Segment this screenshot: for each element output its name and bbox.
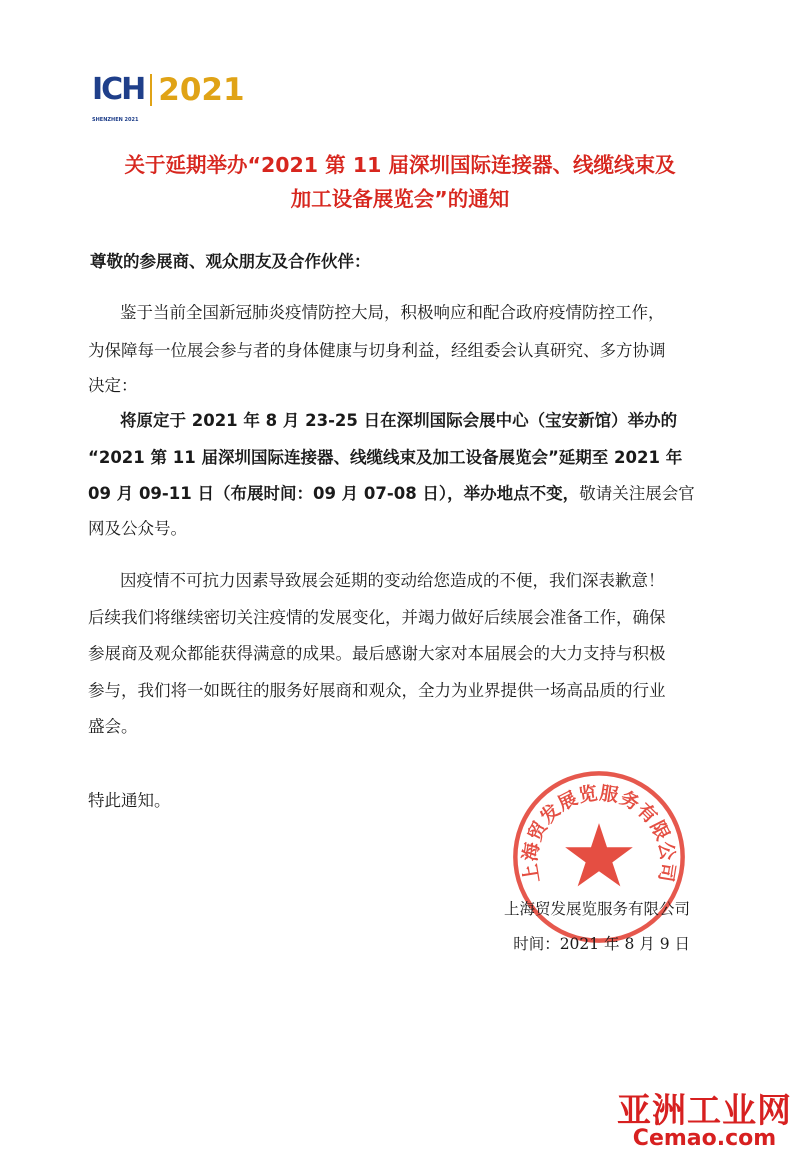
notice-title-line-2: 加工设备展览会”的通知	[290, 187, 510, 211]
logo-divider	[150, 74, 152, 106]
para2-line-3-normal: 敬请关注展会官	[579, 484, 695, 503]
para1-line-3: 决定：	[88, 376, 138, 395]
salutation: 尊敬的参展商、观众朋友及合作伙伴：	[90, 252, 371, 271]
para3-line-2: 后续我们将继续密切关注疫情的发展变化，并竭力做好后续展会准备工作，确保	[88, 608, 666, 627]
para3-line-3: 参展商及观众都能获得满意的成果。最后感谢大家对本届展会的大力支持与积极	[88, 644, 666, 663]
ich-logo-subtext: SHENZHEN 2021	[92, 117, 139, 123]
notice-title-line-1: 关于延期举办“2021 第 11 届深圳国际连接器、线缆线束及	[124, 153, 676, 177]
closing-text: 特此通知。	[88, 791, 171, 810]
para2-line-3	[88, 483, 695, 505]
para1-line-1: 鉴于当前全国新冠肺炎疫情防控大局，积极响应和配合政府疫情防控工作，	[120, 303, 665, 322]
para2-line-3-bold: 09 月 09-11 日（布展时间：09 月 07-08 日），举办地点不变，	[88, 484, 580, 503]
para2-line-4: 网及公众号。	[88, 519, 187, 538]
seal-arc-text: 上海贸发展览服务有限公司	[519, 782, 679, 885]
ich-2021-logo	[92, 70, 245, 123]
ich-logo-mark: ICH SHENZHEN 2021	[92, 75, 144, 105]
para3-line-5: 盛会。	[88, 717, 138, 736]
site-watermark	[617, 1093, 792, 1151]
company-seal-stamp	[510, 768, 688, 946]
signature-date: 时间：2021 年 8 月 9 日	[513, 935, 690, 953]
para2-line-2: “2021 第 11 届深圳国际连接器、线缆线束及加工设备展览会”延期至 2021 年	[88, 448, 683, 467]
watermark-sub: Cemao.com	[632, 1126, 777, 1151]
para2-line-1: 将原定于 2021 年 8 月 23-25 日在深圳国际会展中心（宝安新馆）举办的	[120, 411, 678, 430]
para3-line-1: 因疫情不可抗力因素导致展会延期的变动给您造成的不便，我们深表歉意！	[120, 571, 665, 590]
watermark-main: 亚洲工业网	[617, 1091, 792, 1131]
signature-company: 上海贸发展览服务有限公司	[503, 900, 690, 918]
para3-line-4: 参与，我们将一如既往的服务好展商和观众，全力为业界提供一场高品质的行业	[88, 681, 666, 700]
para1-line-2: 为保障每一位展会参与者的身体健康与切身利益，经组委会认真研究、多方协调	[88, 341, 666, 360]
logo-year: 2021	[158, 72, 245, 108]
